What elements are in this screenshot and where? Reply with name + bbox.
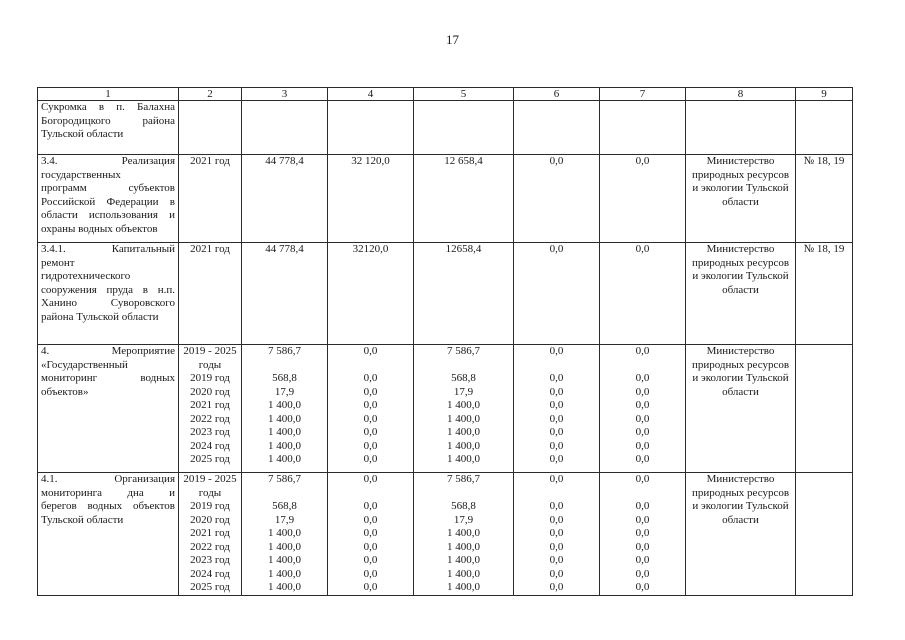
cell-line: 1 400,0 [268, 554, 301, 566]
cell-line [603, 487, 682, 501]
cell-line: 0,0 [363, 567, 378, 580]
local-cell [514, 243, 600, 345]
total-cell [242, 243, 328, 345]
cell-line: 0,0 [363, 426, 378, 438]
cell-line: 1 400,0 [447, 554, 480, 566]
cell-line: 0,0 [549, 412, 564, 425]
cell-line: 0,0 [549, 473, 564, 485]
cell-line: 7 586,7 [268, 345, 301, 357]
cell-line: 2020 год [190, 385, 230, 398]
cell-line: 2024 год [190, 567, 230, 580]
period-cell [179, 473, 242, 596]
cell-line: 1 400,0 [268, 399, 301, 411]
cell-line: 7 586,7 [268, 473, 301, 485]
cell-line: 1 400,0 [268, 527, 301, 539]
cell-line: 0,0 [635, 385, 650, 398]
local-cell [514, 345, 600, 473]
reference-cell: № 18, 19 [796, 243, 853, 345]
program-table [37, 87, 853, 596]
cell-line: 0,0 [549, 554, 564, 566]
cell-line: 0,0 [363, 412, 378, 425]
cell-line: 0,0 [363, 385, 378, 398]
cell-line [517, 359, 596, 373]
cell-line: 2021 год [190, 155, 230, 167]
cell-line: 0,0 [635, 426, 650, 438]
cell-line [245, 487, 324, 501]
cell-line: 568,8 [272, 372, 297, 384]
local-cell [514, 473, 600, 596]
cell-line: годы [198, 486, 222, 499]
cell-line: 2019 - 2025 [183, 473, 237, 485]
cell-line: 32120,0 [352, 243, 389, 255]
col-header-1: 1 [38, 88, 179, 101]
cell-line: 0,0 [363, 527, 378, 539]
cell-line: мониторинга дна и [41, 486, 175, 499]
cell-line: 568,8 [451, 372, 476, 384]
cell-line: 1 400,0 [268, 426, 301, 438]
cell-line: 3.4.1. Капитальный [41, 243, 175, 255]
regional-cell [414, 473, 514, 596]
regional-cell [414, 243, 514, 345]
cell-line [331, 359, 410, 373]
cell-line: 2022 год [190, 412, 230, 425]
cell-line: программ субъектов [41, 182, 175, 194]
cell-line: 0,0 [635, 439, 650, 452]
cell-line: 0,0 [549, 426, 564, 438]
cell-line: 0,0 [635, 581, 650, 593]
cell-line: 1 400,0 [447, 581, 480, 593]
cell-line: 0,0 [549, 155, 564, 167]
cell-line: «Государственный [41, 358, 128, 371]
cell-line: 0,0 [549, 540, 564, 553]
cell-line: 0,0 [363, 399, 378, 411]
cell-line: 2019 год [190, 372, 230, 384]
cell-line: 1 400,0 [447, 399, 480, 411]
executor-cell: Министерство природных ресурсов и экологии Тульской области [686, 243, 796, 345]
other-cell [600, 345, 686, 473]
total-cell [242, 155, 328, 243]
cell-line: 0,0 [635, 399, 650, 411]
activity-name-cell [38, 155, 179, 243]
cell-line: 2025 год [190, 453, 230, 465]
cell-line: 1 400,0 [268, 453, 301, 465]
total-cell [242, 345, 328, 473]
cell-line: государственных [41, 168, 121, 181]
cell-line: 2025 год [190, 581, 230, 593]
cell-line: 1 400,0 [447, 453, 480, 465]
table-row [38, 473, 853, 596]
cell-line: 0,0 [549, 581, 564, 593]
total-cell [242, 473, 328, 596]
cell-line: 0,0 [635, 372, 650, 384]
cell-line: 0,0 [549, 453, 564, 465]
col-header-5: 5 [414, 88, 514, 101]
executor-cell: Министерство природных ресурсов и экологии Тульской области [686, 345, 796, 473]
cell-line [417, 359, 510, 373]
cell-line: 0,0 [549, 500, 564, 512]
activity-name-cell [38, 473, 179, 596]
col-header-2: 2 [179, 88, 242, 101]
col-header-4: 4 [328, 88, 414, 101]
cell-line [417, 487, 510, 501]
other-cell [600, 101, 686, 155]
cell-line: 0,0 [635, 345, 650, 357]
cell-line: 2021 год [190, 527, 230, 539]
cell-line: 0,0 [363, 500, 378, 512]
reference-cell [796, 101, 853, 155]
cell-line: 0,0 [549, 385, 564, 398]
activity-name-cell [38, 101, 179, 155]
cell-line: 3.4. Реализация [41, 155, 175, 167]
cell-line: берегов водных объектов [41, 500, 175, 512]
cell-line: 2020 год [190, 513, 230, 526]
regional-cell [414, 101, 514, 155]
cell-line: 0,0 [549, 372, 564, 384]
table-row [38, 155, 853, 243]
header-row [38, 88, 853, 101]
cell-line: сооружения пруда в н.п. [41, 283, 175, 296]
reference-cell [796, 473, 853, 596]
col-header-9: 9 [796, 88, 853, 101]
activity-name-cell [38, 243, 179, 345]
federal-cell [328, 473, 414, 596]
cell-line: 0,0 [635, 527, 650, 539]
cell-line: годы [198, 358, 222, 371]
executor-cell: Министерство природных ресурсов и экологии Тульской области [686, 155, 796, 243]
cell-line: 0,0 [363, 345, 378, 357]
col-header-7: 7 [600, 88, 686, 101]
cell-line: 44 778,4 [265, 243, 304, 255]
cell-line: 0,0 [549, 527, 564, 539]
cell-line: 0,0 [363, 554, 378, 566]
cell-line: 1 400,0 [268, 439, 301, 452]
regional-cell [414, 345, 514, 473]
cell-line: 0,0 [363, 513, 378, 526]
cell-line: 0,0 [549, 513, 564, 526]
cell-line: 568,8 [451, 500, 476, 512]
cell-line: 0,0 [635, 567, 650, 580]
cell-line: мониторинг водных [41, 372, 175, 384]
table-row [38, 243, 853, 345]
cell-line: 1 400,0 [447, 426, 480, 438]
cell-line: 0,0 [363, 439, 378, 452]
cell-line: гидротехнического [41, 270, 131, 282]
cell-line: 17,9 [274, 513, 295, 526]
cell-line: 0,0 [363, 473, 378, 485]
cell-line: 17,9 [453, 385, 474, 398]
col-header-6: 6 [514, 88, 600, 101]
cell-line: Сукромка в п. Балахна [41, 101, 175, 113]
cell-line: района Тульской области [41, 310, 159, 323]
cell-line: 2021 год [190, 243, 230, 255]
cell-line: 0,0 [635, 473, 650, 485]
cell-line: Богородицкого района [41, 114, 175, 127]
cell-line: 1 400,0 [447, 567, 480, 580]
cell-line: 2021 год [190, 399, 230, 411]
cell-line: 12 658,4 [444, 155, 483, 167]
cell-line: 0,0 [549, 399, 564, 411]
cell-line: 0,0 [635, 412, 650, 425]
cell-line: 1 400,0 [268, 567, 301, 580]
reference-cell: № 18, 19 [796, 155, 853, 243]
cell-line: области использования и [41, 209, 175, 221]
col-header-3: 3 [242, 88, 328, 101]
cell-line: 2022 год [190, 540, 230, 553]
cell-line: ремонт [41, 256, 75, 269]
cell-line [603, 359, 682, 373]
col-header-8: 8 [686, 88, 796, 101]
cell-line: 32 120,0 [351, 155, 390, 167]
cell-line: 1 400,0 [268, 581, 301, 593]
cell-line: 1 400,0 [268, 412, 301, 425]
cell-line: 2019 год [190, 500, 230, 512]
cell-line: 0,0 [363, 453, 378, 465]
cell-line: 0,0 [635, 540, 650, 553]
cell-line: 2024 год [190, 439, 230, 452]
federal-cell [328, 101, 414, 155]
cell-line: 12658,4 [445, 243, 482, 255]
cell-line [245, 359, 324, 373]
period-cell [179, 155, 242, 243]
cell-line: 0,0 [363, 540, 378, 553]
cell-line: 44 778,4 [265, 155, 304, 167]
cell-line: 0,0 [635, 513, 650, 526]
cell-line: 0,0 [635, 453, 650, 465]
period-cell [179, 243, 242, 345]
cell-line: 7 586,7 [447, 345, 480, 357]
executor-cell: Министерство природных ресурсов и экологии Тульской области [686, 473, 796, 596]
cell-line: 0,0 [635, 243, 650, 255]
cell-line: 0,0 [549, 567, 564, 580]
cell-line: 0,0 [549, 345, 564, 357]
cell-line [331, 487, 410, 501]
activity-name-cell [38, 345, 179, 473]
cell-line: 7 586,7 [447, 473, 480, 485]
local-cell [514, 101, 600, 155]
cell-line: Ханино Суворовского [41, 297, 175, 309]
regional-cell [414, 155, 514, 243]
executor-cell [686, 101, 796, 155]
cell-line [517, 487, 596, 501]
reference-cell [796, 345, 853, 473]
table-row [38, 101, 853, 155]
cell-line: Тульской области [41, 513, 124, 526]
cell-line: 1 400,0 [447, 412, 480, 425]
cell-line: 0,0 [549, 439, 564, 452]
cell-line: 0,0 [549, 243, 564, 255]
cell-line: 17,9 [274, 385, 295, 398]
cell-line: 4. Мероприятие [41, 345, 175, 357]
cell-line: 568,8 [272, 500, 297, 512]
local-cell [514, 155, 600, 243]
cell-line: 1 400,0 [447, 439, 480, 452]
period-cell [179, 101, 242, 155]
cell-line: 2023 год [190, 426, 230, 438]
cell-line: 2023 год [190, 554, 230, 566]
cell-line: 17,9 [453, 513, 474, 526]
cell-line: 1 400,0 [268, 540, 301, 553]
total-cell [242, 101, 328, 155]
federal-cell [328, 155, 414, 243]
cell-line: 1 400,0 [447, 527, 480, 539]
cell-line: 1 400,0 [447, 540, 480, 553]
federal-cell [328, 345, 414, 473]
cell-line: 0,0 [363, 372, 378, 384]
other-cell [600, 155, 686, 243]
other-cell [600, 473, 686, 596]
period-cell [179, 345, 242, 473]
cell-line: 0,0 [363, 581, 378, 593]
cell-line: 0,0 [635, 500, 650, 512]
cell-line: 0,0 [635, 554, 650, 566]
cell-line: охраны водных объектов [41, 222, 158, 235]
cell-line: объектов» [41, 385, 89, 398]
cell-line: Тульской области [41, 128, 124, 140]
cell-line: 0,0 [635, 155, 650, 167]
page-number: 17 [446, 32, 459, 47]
federal-cell [328, 243, 414, 345]
cell-line: 4.1. Организация [41, 473, 175, 485]
cell-line: 2019 - 2025 [183, 345, 237, 357]
table-row [38, 345, 853, 473]
cell-line: Российской Федерации в [41, 195, 175, 208]
other-cell [600, 243, 686, 345]
